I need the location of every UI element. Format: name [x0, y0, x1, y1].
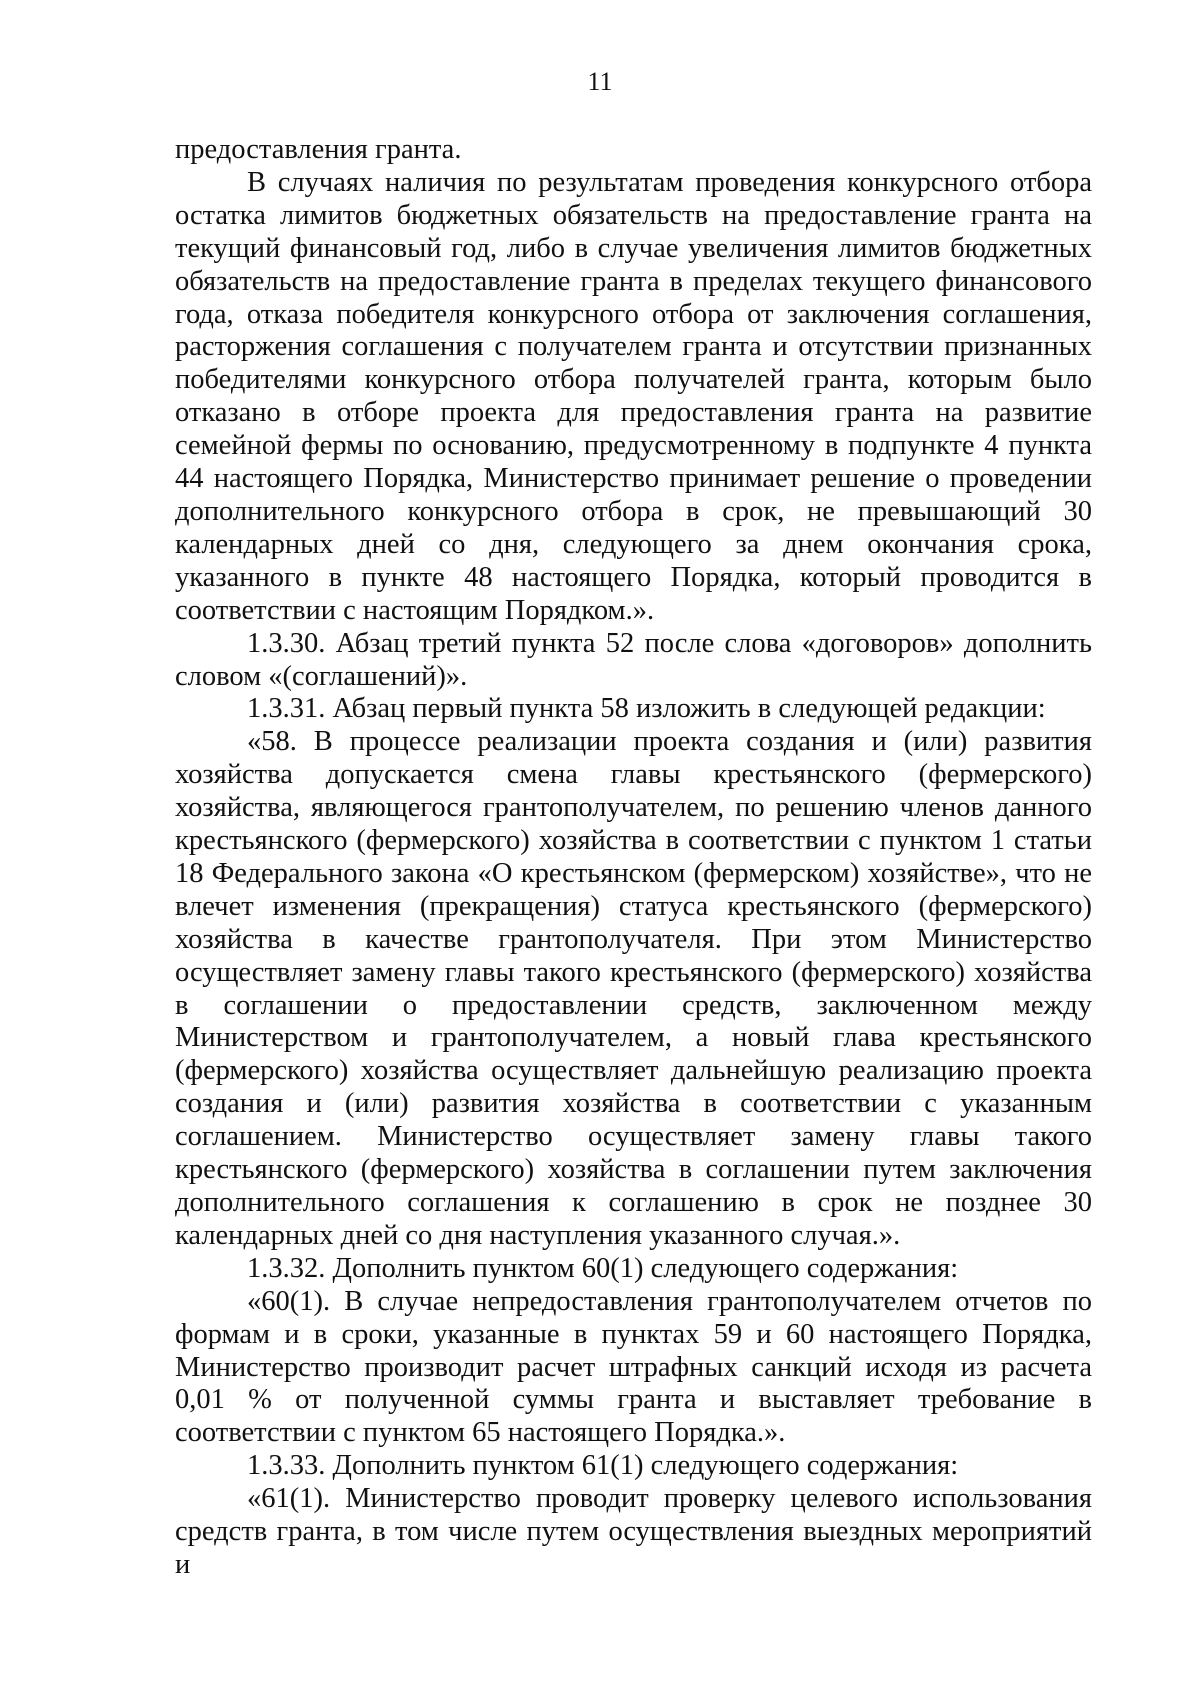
paragraph-amendment-1-3-32: 1.3.32. Дополнить пунктом 60(1) следующего содержания: — [247, 1252, 959, 1284]
document-body — [175, 134, 1092, 1582]
paragraph-continuation: предоставления гранта. — [175, 134, 462, 165]
paragraph-item-60-1: «60(1). В случае непредоставления грантополучателем отчетов по формам и в сроки, указанные в пунктах 59 и 60 настоящего Порядка, Министерство производит расчет штрафных санкций исходя из расчета 0,01 % от полученной суммы гранта и выставляет требование в соответствии с пунктом 65 настоящего Порядка.». — [175, 1285, 1092, 1449]
paragraph-item-61-1: «61(1). Министерство проводит проверку целевого использования средств гранта, в том числе путем осуществления выездных мероприятий и — [175, 1483, 1092, 1580]
paragraph-additional-selection: В случаях наличия по результатам проведения конкурсного отбора остатка лимитов бюджетных обязательств на предоставление гранта на текущий финансовый год, либо в случае увеличения лимитов бюджетных обязательств на предоставление гранта в пределах текущего финансового года, отказа победителя конкурсного отбора от заключения соглашения, расторжения соглашения с получателем гранта и отсутствии признанных победителями конкурсного отбора получателей гранта, которым было отказано в отборе проекта для предоставления гранта на развитие семейной фермы по основанию, предусмотренному в подпункте 4 пункта 44 настоящего Порядка, Министерство принимает решение о проведении дополнительного конкурсного отбора в срок, не превышающий 30 календарных дней со дня, следующего за днем окончания срока, указанного в пункте 48 настоящего Порядка, который проводится в соответствии с настоящим Порядком.». — [175, 166, 1092, 626]
page-number: 11 — [587, 67, 613, 96]
paragraph-item-58: «58. В процессе реализации проекта создания и (или) развития хозяйства допускается смена главы крестьянского (фермерского) хозяйства, являющегося грантополучателем, по решению членов данного крестьянского (фермерского) хозяйства в соответствии с пунктом 1 статьи 18 Федерального закона «О крестьянском (фермерском) хозяйстве», что не влечет изменения (прекращения) статуса крестьянского (фермерского) хозяйства в качестве грантополучателя. При этом Министерство осуществляет замену главы такого крестьянского (фермерского) хозяйства в соглашении о предоставлении средств, заключенном между Министерством и грантополучателем, а новый глава крестьянского (фермерского) хозяйства осуществляет дальнейшую реализацию проекта создания и (или) развития хозяйства в соответствии с указанным соглашением. Министерство осуществляет замену главы такого крестьянского (фермерского) хозяйства в соглашении путем заключения дополнительного соглашения к соглашению в срок не позднее 30 календарных дней со дня наступления указанного случая.». — [175, 726, 1092, 1251]
paragraph-amendment-1-3-31: 1.3.31. Абзац первый пункта 58 изложить в следующей редакции: — [247, 693, 1046, 725]
paragraph-amendment-1-3-30: 1.3.30. Абзац третий пункта 52 после слова «договоров» дополнить словом «(соглашений)». — [175, 627, 1092, 692]
paragraph-amendment-1-3-33: 1.3.33. Дополнить пунктом 61(1) следующего содержания: — [247, 1450, 959, 1482]
